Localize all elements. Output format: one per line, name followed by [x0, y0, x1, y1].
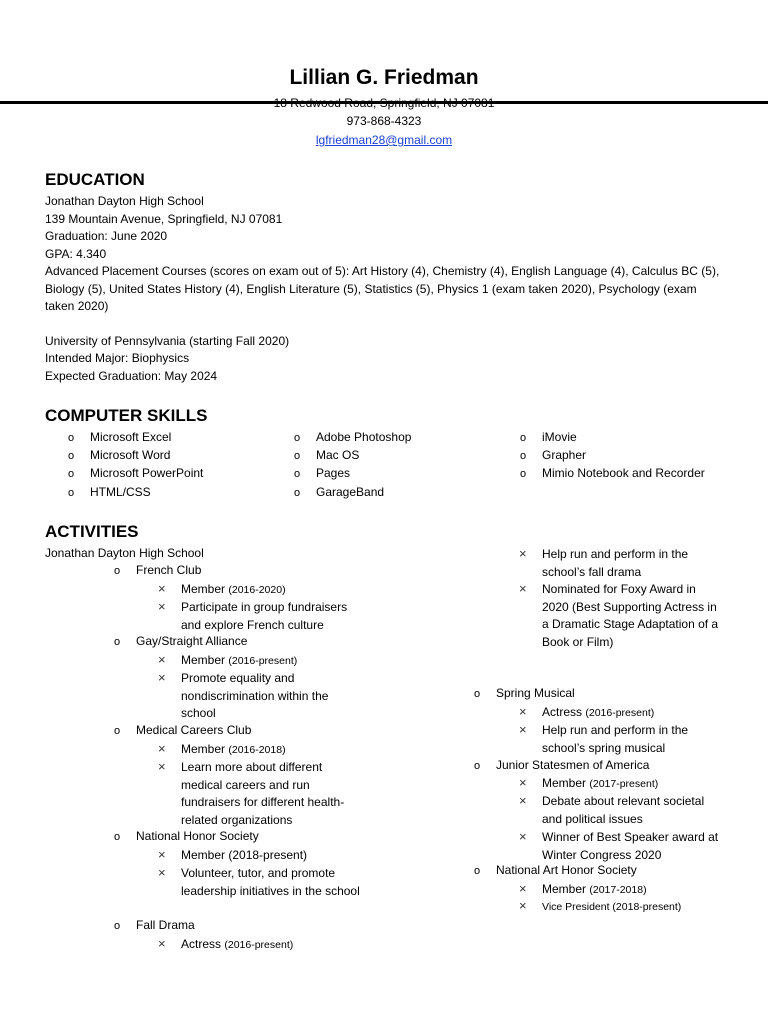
activity-role: Member (2016-present) — [181, 653, 298, 667]
activity-detail: Debate about relevant societal and political issues — [542, 794, 705, 826]
bullet-icon: o — [114, 565, 121, 577]
activity-title: Fall Drama — [136, 918, 195, 932]
skill-item: GarageBand — [316, 485, 385, 499]
bullet-icon: o — [68, 432, 75, 444]
skill-item: Microsoft Excel — [90, 430, 172, 444]
university: University of Pennsylvania (starting Fall 2020) — [45, 334, 290, 348]
activity-title: National Honor Society — [136, 829, 259, 843]
bullet-icon: o — [474, 865, 481, 877]
bullet-icon: o — [520, 450, 527, 462]
graduation-date: Graduation: June 2020 — [45, 229, 168, 243]
intended-major: Intended Major: Biophysics — [45, 351, 190, 365]
phone: 973-868-4323 — [346, 114, 422, 128]
bullet-icon: o — [520, 432, 527, 444]
activity-role: Member (2017-present) — [542, 776, 659, 790]
bullet-icon: o — [520, 468, 527, 480]
expected-graduation: Expected Graduation: May 2024 — [45, 369, 218, 383]
skill-item: Mac OS — [316, 448, 360, 462]
skill-item: Microsoft PowerPoint — [90, 466, 204, 480]
skill-item: HTML/CSS — [90, 485, 151, 499]
education-heading: EDUCATION — [45, 170, 145, 189]
school-name: Jonathan Dayton High School — [45, 194, 204, 208]
cross-bullet-icon: × — [158, 847, 166, 862]
bullet-icon: o — [68, 487, 75, 499]
cross-bullet-icon: × — [519, 704, 527, 719]
activity-detail: Help run and perform in the school’s fall drama — [542, 547, 689, 579]
bullet-icon: o — [114, 725, 121, 737]
activity-title: Junior Statesmen of America — [496, 758, 650, 772]
activities-school: Jonathan Dayton High School — [45, 546, 204, 560]
cross-bullet-icon: × — [158, 936, 166, 951]
skills-heading: COMPUTER SKILLS — [45, 406, 208, 425]
cross-bullet-icon: × — [158, 759, 166, 774]
activity-detail: Learn more about different medical careers and run fundraisers for different health-related organizations — [181, 760, 345, 827]
activity-detail: Participate in group fundraisers and explore French culture — [181, 600, 348, 632]
bullet-icon: o — [294, 468, 301, 480]
cross-bullet-icon: × — [158, 670, 166, 685]
cross-bullet-icon: × — [519, 581, 527, 596]
cross-bullet-icon: × — [158, 599, 166, 614]
cross-bullet-icon: × — [519, 829, 527, 844]
cross-bullet-icon: × — [158, 865, 166, 880]
activity-title: National Art Honor Society — [496, 863, 637, 877]
cross-bullet-icon: × — [519, 793, 527, 808]
activity-role: Member (2016-2018) — [181, 742, 286, 756]
activity-role: Member (2018-present) — [181, 848, 308, 862]
bullet-icon: o — [474, 688, 481, 700]
skill-item: Mimio Notebook and Recorder — [542, 466, 705, 480]
resume-name: Lillian G. Friedman — [289, 66, 479, 89]
bullet-icon: o — [68, 450, 75, 462]
bullet-icon: o — [114, 636, 121, 648]
address: 18 Redwood Road, Springfield, NJ 07081 — [273, 96, 495, 110]
bullet-icon: o — [474, 760, 481, 772]
bullet-icon: o — [114, 831, 121, 843]
bullet-icon: o — [68, 468, 75, 480]
cross-bullet-icon: × — [158, 581, 166, 596]
activity-title: Medical Careers Club — [136, 723, 252, 737]
activity-title: French Club — [136, 563, 202, 577]
bullet-icon: o — [294, 450, 301, 462]
bullet-icon: o — [294, 487, 301, 499]
ap-courses: Advanced Placement Courses (scores on exam out of 5): Art History (4), Chemistry (4), English Language (4), Calculus BC (5), Biology (5), United States History (4), English Literature (5), Statistics (5), Physics 1 (exam taken 2020), Psychology (exam taken 2020) — [45, 264, 720, 313]
activity-detail: Vice President (2018-present) — [542, 901, 682, 913]
activity-detail: Promote equality and nondiscrimination within the school — [181, 671, 329, 720]
activity-role: Actress (2016-present) — [181, 937, 294, 951]
bullet-icon: o — [114, 920, 121, 932]
skill-item: Pages — [316, 466, 351, 480]
skill-item: Adobe Photoshop — [316, 430, 412, 444]
school-address: 139 Mountain Avenue, Springfield, NJ 07081 — [45, 212, 283, 226]
activity-title: Spring Musical — [496, 686, 575, 700]
cross-bullet-icon: × — [158, 741, 166, 756]
email-link[interactable]: lgfriedman28@gmail.com — [315, 133, 453, 147]
skill-item: Grapher — [542, 448, 587, 462]
bullet-icon: o — [294, 432, 301, 444]
activity-detail: Winner of Best Speaker award at Winter Congress 2020 — [542, 830, 719, 862]
cross-bullet-icon: × — [519, 775, 527, 790]
email — [0, 133, 768, 147]
activity-detail: Nominated for Foxy Award in 2020 (Best Supporting Actress in a Dramatic Stage Adaptation of a Book or Film) — [542, 582, 719, 649]
cross-bullet-icon: × — [519, 881, 527, 896]
activities-heading: ACTIVITIES — [45, 522, 139, 541]
activity-detail: Volunteer, tutor, and promote leadership initiatives in the school — [181, 866, 360, 898]
cross-bullet-icon: × — [519, 722, 527, 737]
activity-detail: Help run and perform in the school’s spring musical — [542, 723, 689, 755]
cross-bullet-icon: × — [519, 898, 527, 913]
cross-bullet-icon: × — [158, 652, 166, 667]
cross-bullet-icon: × — [519, 546, 527, 561]
activity-role: Member (2016-2020) — [181, 582, 286, 596]
activity-title: Gay/Straight Alliance — [136, 634, 248, 648]
skill-item: Microsoft Word — [90, 448, 171, 462]
gpa: GPA: 4.340 — [45, 247, 107, 261]
activity-role: Member (2017-2018) — [542, 882, 647, 896]
activity-role: Actress (2016-present) — [542, 705, 655, 719]
skill-item: iMovie — [542, 430, 577, 444]
